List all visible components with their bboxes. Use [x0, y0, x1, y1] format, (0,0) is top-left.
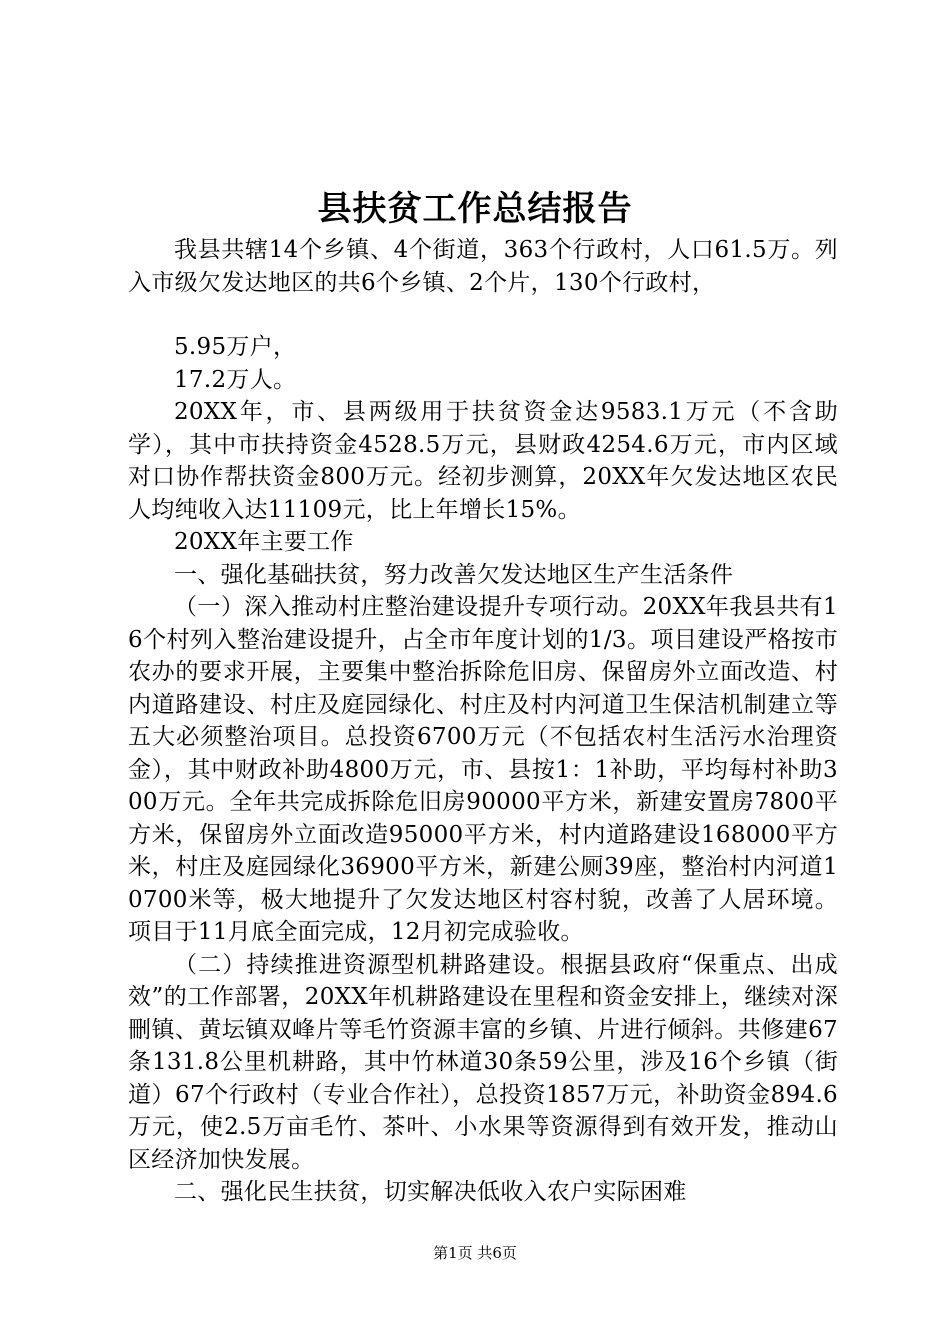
paragraph-village-renovation: （一）深入推动村庄整治建设提升专项行动。20XX年我县共有16个村列入整治建设提升，占全市年度计划的1/3。项目建设严格按市农办的要求开展，主要集中整治拆除危旧房、保留房外立面改造、村内道路建设、村庄及庭园绿化、村庄及村内河道卫生保洁机制建立等五大必须整治项目。总投资6700万元（不包括农村生活污水治理资金），其中财政补助4800万元，市、县按1：1补助，平均每村补助300万元。全年共完成拆除危旧房90000平方米，新建安置房7800平方米，保留房外立面改造95000平方米，村内道路建设168000平方米，村庄及庭园绿化36900平方米，新建公厕39座，整治村内河道10700米等，极大地提升了欠发达地区村容村貌，改善了人居环境。项目于11月底全面完成，12月初完成验收。	[128, 594, 838, 945]
paragraph-households: 5.95万户，	[174, 334, 297, 360]
paragraph-farm-roads: （二）持续推进资源型机耕路建设。根据县政府“保重点、出成效”的工作部署，20XX年机耕路建设在里程和资金安排上，继续对深刪镇、黄坛镇双峰片等毛竹资源丰富的乡镇、片进行倾斜。共修建67条131.8公里机耕路，其中竹林道30条59公里，涉及16个乡镇（街道）67个行政村（专业合作社），总投资1857万元，补助资金894.6万元，使2.5万亩毛竹、茶叶、小水果等资源得到有效开发，推动山区经济加快发展。	[128, 951, 838, 1173]
paragraph-funding: 20XX年，市、县两级用于扶贫资金达9583.1万元（不含助学），其中市扶持资金4528.5万元，县财政4254.6万元，市内区域对口协作帮扶资金800万元。经初步测算，20XX年欠发达地区农民人均纯收入达11109元，比上年增长15%。	[128, 399, 838, 523]
document-title: 县扶贫工作总结报告	[317, 189, 633, 229]
page-number-footer: 第1页 共6页	[433, 1244, 517, 1262]
heading-section-1: 一、强化基础扶贫，努力改善欠发达地区生产生活条件	[174, 561, 734, 588]
paragraph-overview: 我县共辖14个乡镇、4个街道，363个行政村，人口61.5万。列入市级欠发达地区的共6个乡镇、2个片，130个行政村，	[128, 237, 838, 296]
heading-section-2: 二、强化民生扶贫，切实解决低收入农户实际困难	[174, 1179, 687, 1205]
document-body	[128, 234, 838, 1209]
paragraph-population: 17.2万人。	[174, 366, 297, 393]
heading-main-work: 20XX年主要工作	[174, 529, 354, 555]
